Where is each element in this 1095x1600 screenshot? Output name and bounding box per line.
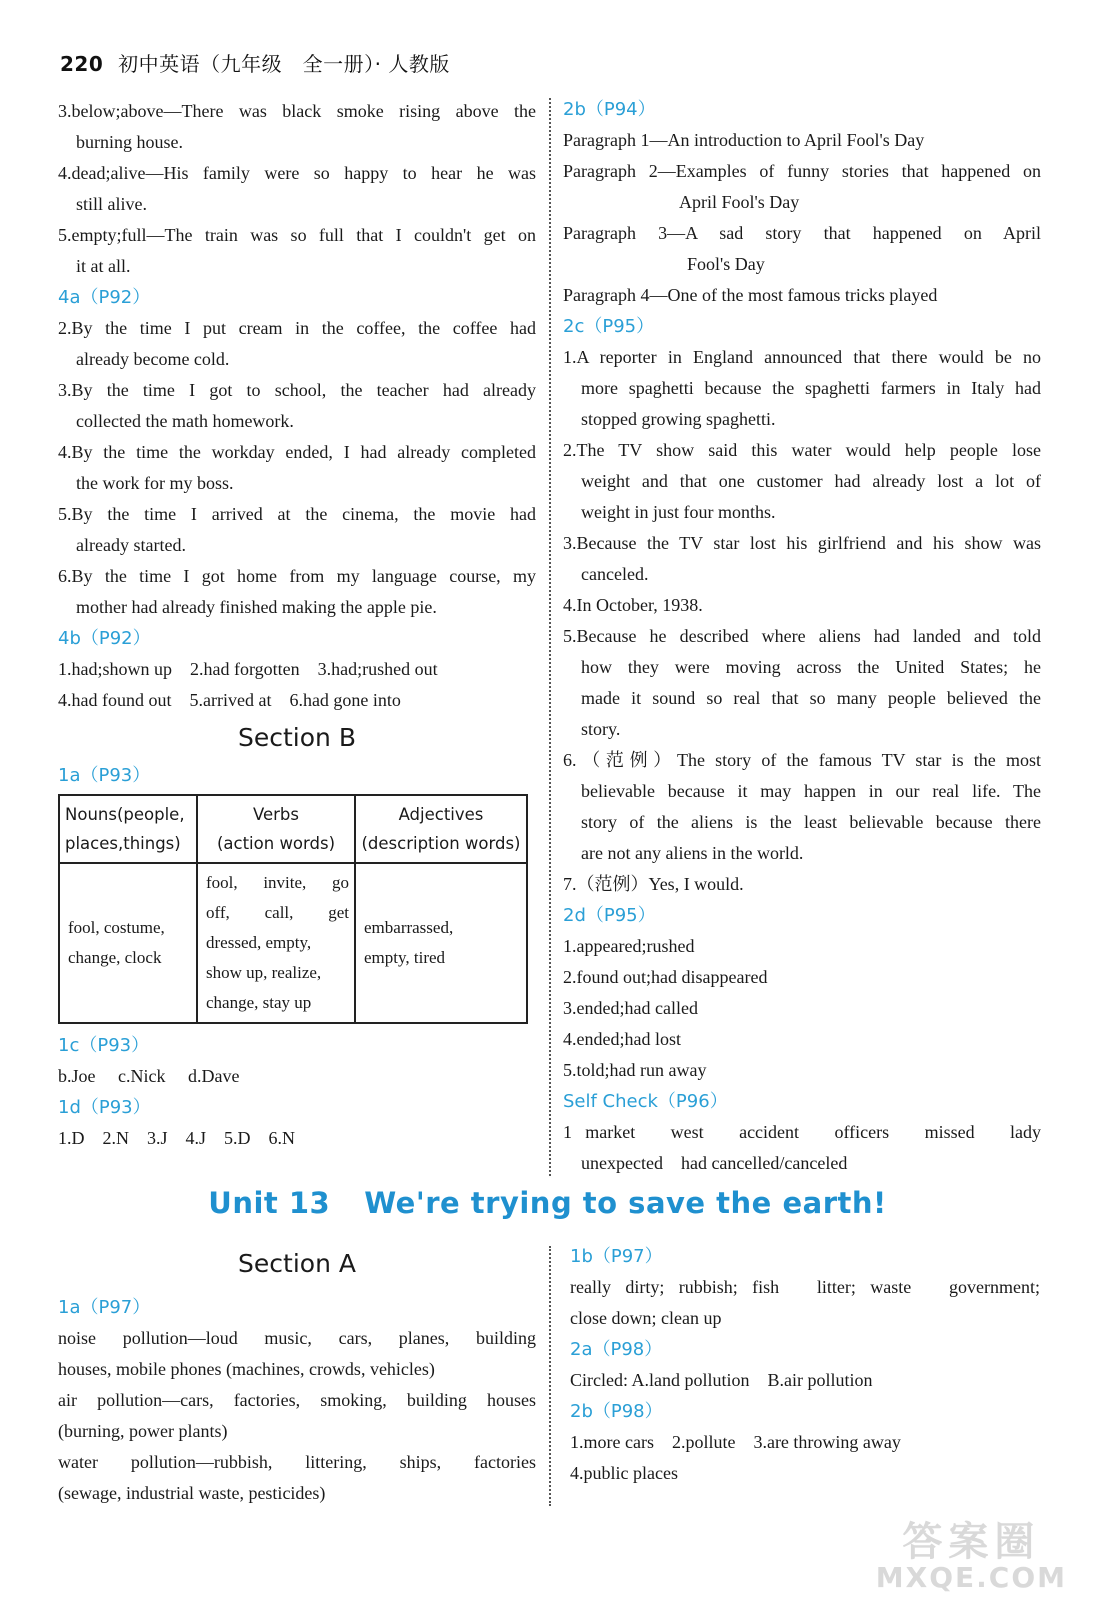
question-heading: 1d（P93） (58, 1097, 151, 1118)
unit-number: Unit 13 (208, 1186, 331, 1220)
answer-line: noise pollution—loud music, cars, planes, building (58, 1328, 536, 1348)
answer-line: really dirty; rubbish; fish litter; waste government; (570, 1277, 1040, 1297)
answer-line: 6.（范例）The story of the famous TV star is the most (563, 750, 1041, 770)
question-heading: 1b（P97） (570, 1246, 663, 1267)
answer-line: weight in just four months. (581, 502, 776, 522)
answer-line: air pollution—cars, factories, smoking, building houses (58, 1390, 536, 1410)
answer-line: 4.had found out 5.arrived at 6.had gone into (58, 690, 401, 710)
answer-line: 4.dead;alive—His family were so happy to hear he was (58, 163, 536, 183)
answer-line: already become cold. (76, 349, 230, 369)
watermark-text: 答案圈 (902, 1519, 1041, 1565)
heading-1a-p93: 1a（P93） (58, 765, 151, 786)
unit-left-column (58, 1242, 536, 1509)
answer-line: 1.D 2.N 3.J 4.J 5.D 6.N (58, 1128, 296, 1148)
answer-line: b.Joe c.Nick d.Dave (58, 1066, 240, 1086)
answer-line: Circled: A.land pollution B.air pollution (570, 1370, 873, 1390)
answer-line: more spaghetti because the spaghetti farmers in Italy had (581, 378, 1041, 398)
table-header-row (59, 795, 527, 863)
answer-line: 5.Because he described where aliens had landed and told (563, 626, 1041, 646)
section-b-title: Section B (238, 723, 356, 752)
question-heading: Self Check（P96） (563, 1091, 728, 1112)
answer-line: Fool's Day (687, 254, 765, 274)
answer-line: are not any aliens in the world. (581, 843, 804, 863)
page-number: 220 (60, 52, 104, 76)
answer-line: 3.ended;had called (563, 998, 698, 1018)
answer-line: 6.By the time I got home from my language course, my (58, 566, 536, 586)
unit-name: We're trying to save the earth! (364, 1186, 887, 1220)
answer-line: story. (581, 719, 621, 739)
question-heading: 1a（P97） (58, 1297, 151, 1318)
answer-line: collected the math homework. (76, 411, 294, 431)
left-column (58, 96, 536, 1154)
answer-line: canceled. (581, 564, 649, 584)
question-heading: 2c（P95） (563, 316, 655, 337)
question-heading: 4b（P92） (58, 628, 151, 649)
unit-left-answers (58, 1292, 536, 1509)
table-row (59, 863, 527, 1023)
question-heading: 1c（P93） (58, 1035, 150, 1056)
right-answers-top (563, 94, 1041, 1179)
table-header-nouns: Nouns(people, places,things) (59, 795, 197, 863)
answer-line: 1.appeared;rushed (563, 936, 695, 956)
question-heading: 2b（P94） (563, 99, 656, 120)
answer-line: mother had already finished making the apple pie. (76, 597, 437, 617)
page-header (60, 48, 450, 77)
unit-right-answers (570, 1241, 1040, 1489)
answer-line: stopped growing spaghetti. (581, 409, 776, 429)
question-heading: 2b（P98） (570, 1401, 663, 1422)
answer-line: believable because it may happen in our real life. The (581, 781, 1041, 801)
answer-line: April Fool's Day (679, 192, 800, 212)
table-cell-nouns: fool, costume, change, clock (59, 863, 197, 1023)
watermark-url: MXQE.COM (875, 1561, 1067, 1594)
table-cell-verbs: fool, invite, go off, call, get dressed, empty, show up, realize, change, stay up (197, 863, 355, 1023)
answer-line: 2.The TV show said this water would help people lose (563, 440, 1041, 460)
answer-line: water pollution—rubbish, littering, ships, factories (58, 1452, 536, 1472)
unit-title (0, 1186, 1095, 1220)
answer-line: unexpected had cancelled/canceled (581, 1153, 848, 1173)
question-heading: 2d（P95） (563, 905, 656, 926)
answer-line: 5.By the time I arrived at the cinema, the movie had (58, 504, 536, 524)
answer-line: Paragraph 4—One of the most famous tricks played (563, 285, 938, 305)
right-column (563, 94, 1041, 1179)
word-category-table (58, 794, 528, 1024)
answer-line: how they were moving across the United States; he (581, 657, 1041, 677)
answer-line: Paragraph 2—Examples of funny stories that happened on (563, 161, 1041, 181)
answer-line: houses, mobile phones (machines, crowds, vehicles) (58, 1359, 435, 1379)
answer-line: 7.（范例）Yes, I would. (563, 874, 744, 894)
question-heading: 2a（P98） (570, 1339, 663, 1360)
section-a-title: Section A (238, 1249, 356, 1278)
answer-line: burning house. (76, 132, 183, 152)
answer-line: 4.In October, 1938. (563, 595, 703, 615)
table-cell-adjectives: embarrassed, empty, tired (355, 863, 527, 1023)
answer-line: still alive. (76, 194, 147, 214)
left-answers-top (58, 96, 536, 716)
answer-line: 1.had;shown up 2.had forgotten 3.had;rushed out (58, 659, 438, 679)
answer-line: 2.found out;had disappeared (563, 967, 768, 987)
answer-line: 2.By the time I put cream in the coffee, the coffee had (58, 318, 536, 338)
unit-right-column (570, 1241, 1040, 1489)
column-divider-bottom (549, 1246, 551, 1506)
watermark-logo (876, 1510, 1067, 1594)
book-title: 初中英语（九年级 全一册）· 人教版 (118, 52, 450, 76)
answer-line: already started. (76, 535, 186, 555)
answer-line: story of the aliens is the least believable because there (581, 812, 1041, 832)
answer-line: 3.below;above—There was black smoke rising above the (58, 101, 536, 121)
answer-line: 4.By the time the workday ended, I had already completed (58, 442, 536, 462)
answer-line: 1.more cars 2.pollute 3.are throwing away (570, 1432, 901, 1452)
answer-line: close down; clean up (570, 1308, 722, 1328)
table-header-verbs: Verbs (action words) (197, 795, 355, 863)
answer-line: 3.By the time I got to school, the teacher had already (58, 380, 536, 400)
answer-line: 4.public places (570, 1463, 678, 1483)
left-answers-bottom (58, 1030, 536, 1154)
question-heading: 4a（P92） (58, 287, 151, 308)
answer-line: 5.told;had run away (563, 1060, 707, 1080)
answer-line: weight and that one customer had already lost a lot of (581, 471, 1041, 491)
answer-line: 4.ended;had lost (563, 1029, 681, 1049)
answer-line: 5.empty;full—The train was so full that I couldn't get on (58, 225, 536, 245)
answer-line: (burning, power plants) (58, 1421, 228, 1441)
answer-line: 1.A reporter in England announced that there would be no (563, 347, 1041, 367)
answer-line: Paragraph 1—An introduction to April Fool's Day (563, 130, 925, 150)
column-divider-top (549, 98, 551, 1176)
answer-line: it at all. (76, 256, 131, 276)
answer-line: made it sound so real that so many people believed the (581, 688, 1041, 708)
answer-line: 3.Because the TV star lost his girlfriend and his show was (563, 533, 1041, 553)
answer-line: (sewage, industrial waste, pesticides) (58, 1483, 326, 1503)
answer-line: 1 market west accident officers missed lady (563, 1122, 1041, 1142)
answer-line: the work for my boss. (76, 473, 234, 493)
answer-line: Paragraph 3—A sad story that happened on April (563, 223, 1041, 243)
table-header-adjectives: Adjectives (description words) (355, 795, 527, 863)
